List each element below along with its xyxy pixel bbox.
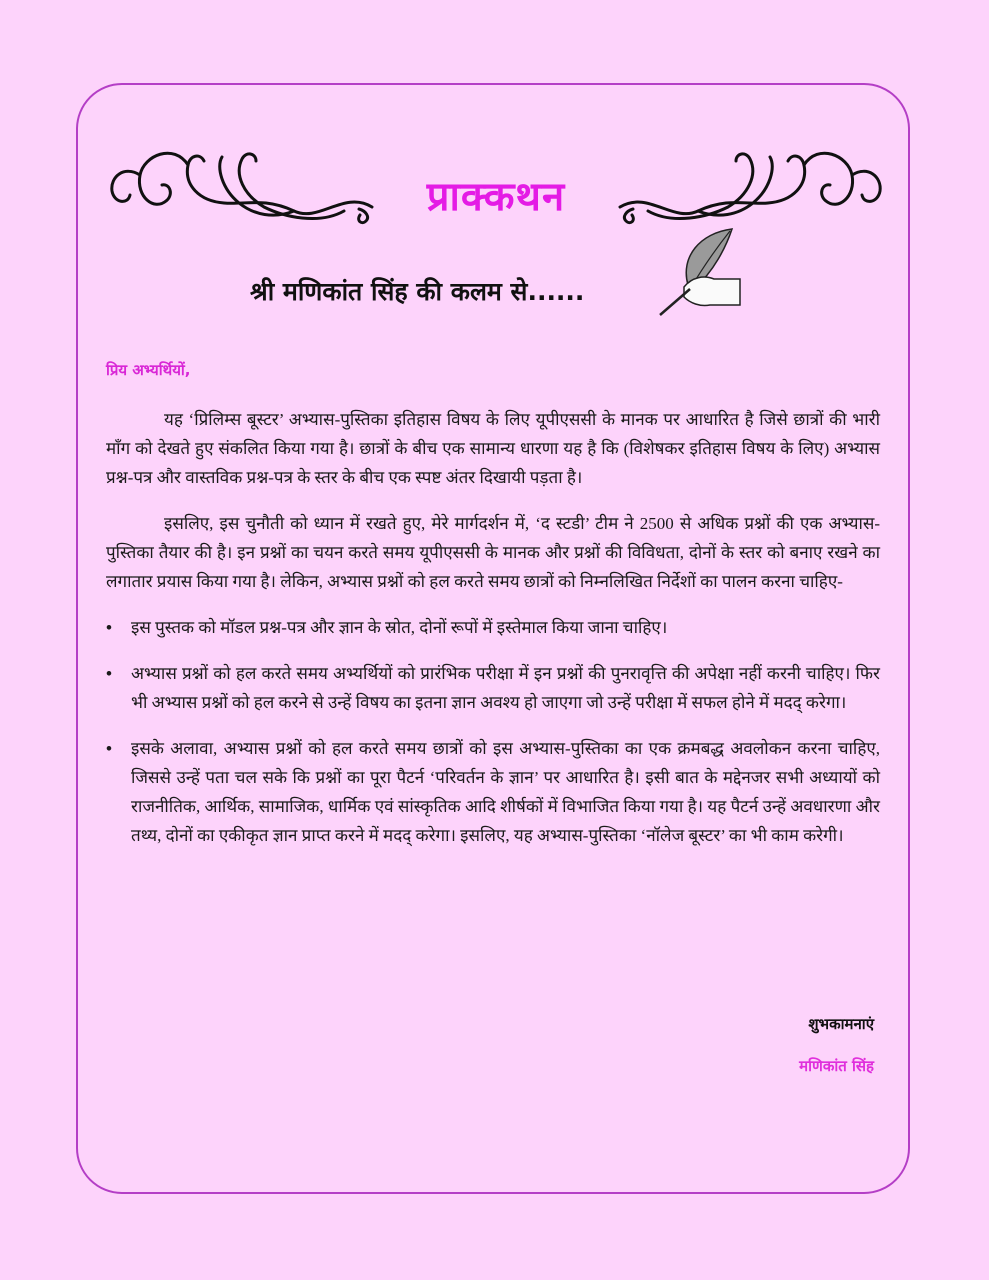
- paragraph: इसलिए, इस चुनौती को ध्यान में रखते हुए, मेरे मार्गदर्शन में, ‘द स्टडी’ टीम ने 2500 से अधिक प्रश्नों की एक अभ्यास-पुस्तिका तैयार की है। इन प्रश्नों का चयन करते समय यूपीएससी के मानक और प्रश्नों की विविधता, दोनों के स्तर को बनाए रखने का लगातार प्रयास किया गया है। लेकिन, अभ्यास प्रश्नों को हल करते समय छात्रों को निम्नलिखित निर्देशों का पालन करना चाहिए-: [106, 514, 880, 591]
- signature: मणिकांत सिंह: [799, 1057, 874, 1075]
- bullet-icon: •: [106, 618, 112, 637]
- bullet-icon: •: [106, 664, 112, 683]
- quill-pen-hand-icon: [640, 227, 745, 317]
- list-item: [106, 613, 880, 642]
- subtitle-byline: श्री मणिकांत सिंह की कलम से......: [250, 277, 585, 306]
- list-item-text: इसके अलावा, अभ्यास प्रश्नों को हल करते समय छात्रों को इस अभ्यास-पुस्तिका का एक क्रमबद्ध अवलोकन करना चाहिए, जिससे उन्हें पता चल सके कि प्रश्नों का पूरा पैटर्न ‘परिवर्तन के ज्ञान’ पर आधारित है। इसी बात के मद्देनजर सभी अध्यायों को राजनीतिक, आर्थिक, सामाजिक, धार्मिक एवं सांस्कृतिक आदि शीर्षकों में विभाजित किया गया है। यह पैटर्न उन्हें अवधारणा और तथ्य, दोनों का एकीकृत ज्ञान प्राप्त करने में मदद् करेगा। इसलिए, यह अभ्यास-पुस्तिका ‘नॉलेज बूस्टर’ का भी काम करेगी।: [131, 739, 880, 845]
- list-item-text: इस पुस्तक को मॉडल प्रश्न-पत्र और ज्ञान के स्रोत, दोनों रूपों में इस्तेमाल किया जाना चाहिए।: [131, 618, 668, 637]
- subtitle-row: [250, 262, 740, 322]
- paragraph: यह ‘प्रिलिम्स बूस्टर’ अभ्यास-पुस्तिका इतिहास विषय के लिए यूपीएससी के मानक पर आधारित है जिसे छात्रों की भारी माँग को देखते हुए संकलित किया गया है। छात्रों के बीच एक सामान्य धारणा यह है कि (विशेषकर इतिहास विषय के लिए) अभ्यास प्रश्न-पत्र और वास्तविक प्रश्न-पत्र के स्तर के बीच एक स्पष्ट अंतर दिखायी पड़ता है।: [106, 410, 880, 487]
- list-item-text: अभ्यास प्रश्नों को हल करते समय अभ्यर्थियों को प्रारंभिक परीक्षा में इन प्रश्नों की पुनरावृत्ति की अपेक्षा नहीं करनी चाहिए। फिर भी अभ्यास प्रश्नों को हल करने से उन्हें विषय का इतना ज्ञान अवश्य हो जाएगा जो उन्हें परीक्षा में सफल होने में मदद् करेगा।: [131, 664, 880, 712]
- salutation: प्रिय अभ्यर्थियों,: [106, 361, 191, 379]
- list-item: [106, 734, 880, 850]
- list-item: [106, 659, 880, 717]
- instruction-list: [106, 613, 880, 850]
- closing-wishes: शुभकामनाएं: [808, 1015, 874, 1033]
- letter-body: [106, 356, 880, 867]
- bullet-icon: •: [106, 739, 112, 758]
- page-title: प्राक्कथन: [426, 174, 566, 220]
- closing-block: [799, 1014, 874, 1076]
- header: [96, 145, 896, 245]
